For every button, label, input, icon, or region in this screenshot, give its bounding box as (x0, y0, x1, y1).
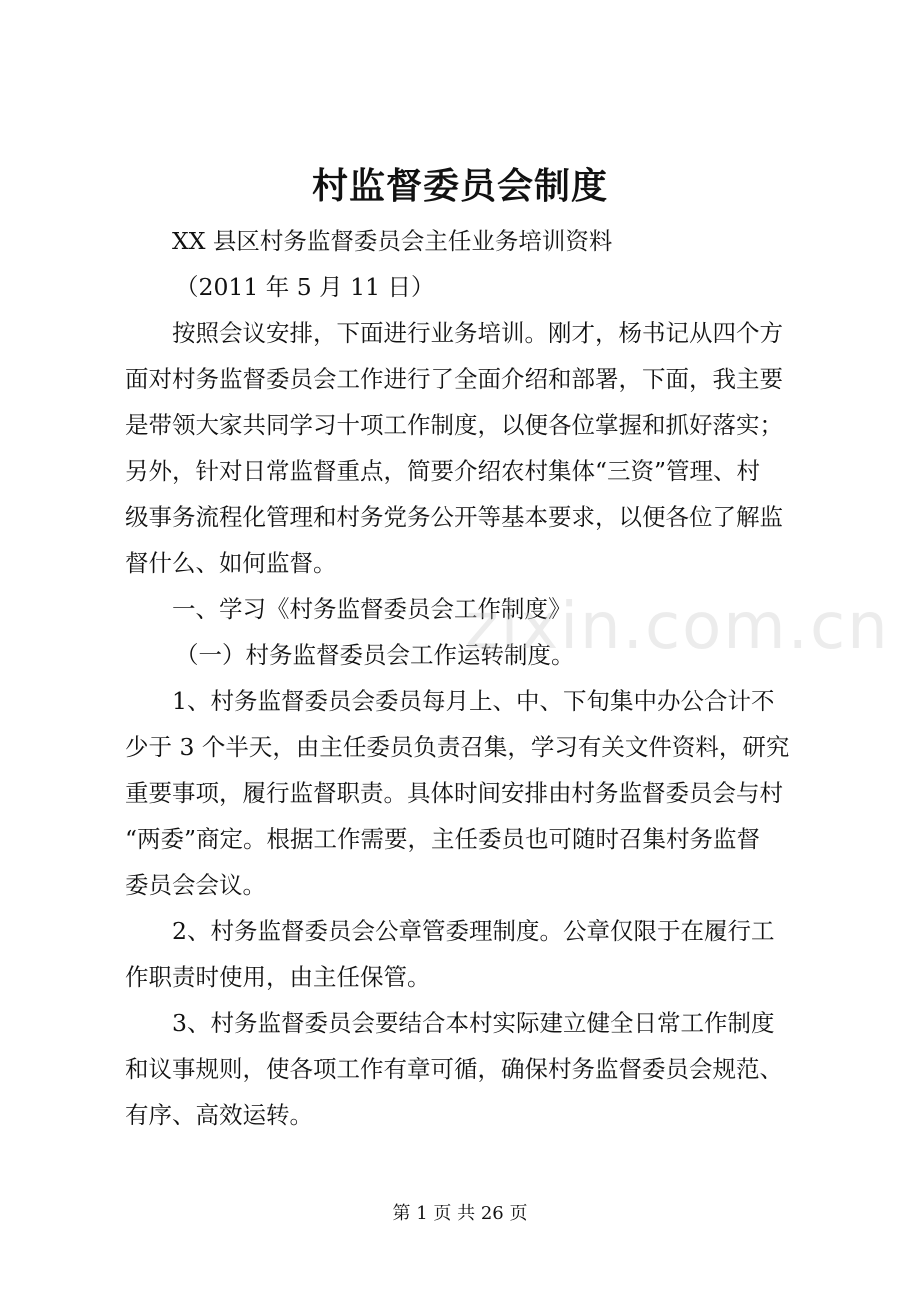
date-line: （2011 年 5 月 11 日） (175, 273, 435, 301)
paragraph-line: 少于 3 个半天，由主任委员负责召集，学习有关文件资料，研究 (125, 733, 790, 761)
paragraph-line: “两委”商定。根据工作需要，主任委员也可随时召集村务监督 (125, 825, 761, 853)
paragraph-line: 按照会议安排，下面进行业务培训。刚才，杨书记从四个方 (172, 319, 783, 347)
paragraph-line: 作职责时使用，由主任保管。 (125, 963, 431, 991)
subtitle-line: XX 县区村务监督委员会主任业务培训资料 (172, 227, 613, 255)
paragraph-line: 1、村务监督委员会委员每月上、中、下旬集中办公合计不 (172, 687, 775, 715)
paragraph-line: 面对村务监督委员会工作进行了全面介绍和部署，下面，我主要 (125, 365, 783, 393)
paragraph-line: 另外，针对日常监督重点，简要介绍农村集体“三资”管理、村 (125, 457, 761, 485)
document-body (125, 218, 815, 1138)
paragraph-line: 督什么、如何监督。 (125, 549, 337, 577)
paragraph-line: 3、村务监督委员会要结合本村实际建立健全日常工作制度 (172, 1009, 775, 1037)
paragraph-line: 级事务流程化管理和村务党务公开等基本要求，以便各位了解监 (125, 503, 783, 531)
subsection-heading: （一）村务监督委员会工作运转制度。 (175, 641, 575, 669)
document-title: 村监督委员会制度 (311, 165, 608, 207)
page-footer: 第 1 页 共 26 页 (392, 1203, 528, 1224)
paragraph-line: 委员会会议。 (125, 871, 266, 899)
watermark: zixin.com.cn (465, 590, 890, 664)
paragraph-line: 重要事项，履行监督职责。具体时间安排由村务监督委员会与村 (125, 779, 783, 807)
paragraph-line: 是带领大家共同学习十项工作制度，以便各位掌握和抓好落实； (125, 411, 783, 439)
paragraph-line: 有序、高效运转。 (125, 1101, 313, 1129)
section-heading: 一、学习《村务监督委员会工作制度》 (172, 595, 572, 623)
paragraph-line: 和议事规则，使各项工作有章可循，确保村务监督委员会规范、 (125, 1055, 783, 1083)
paragraph-line: 2、村务监督委员会公章管委理制度。公章仅限于在履行工 (172, 917, 775, 945)
